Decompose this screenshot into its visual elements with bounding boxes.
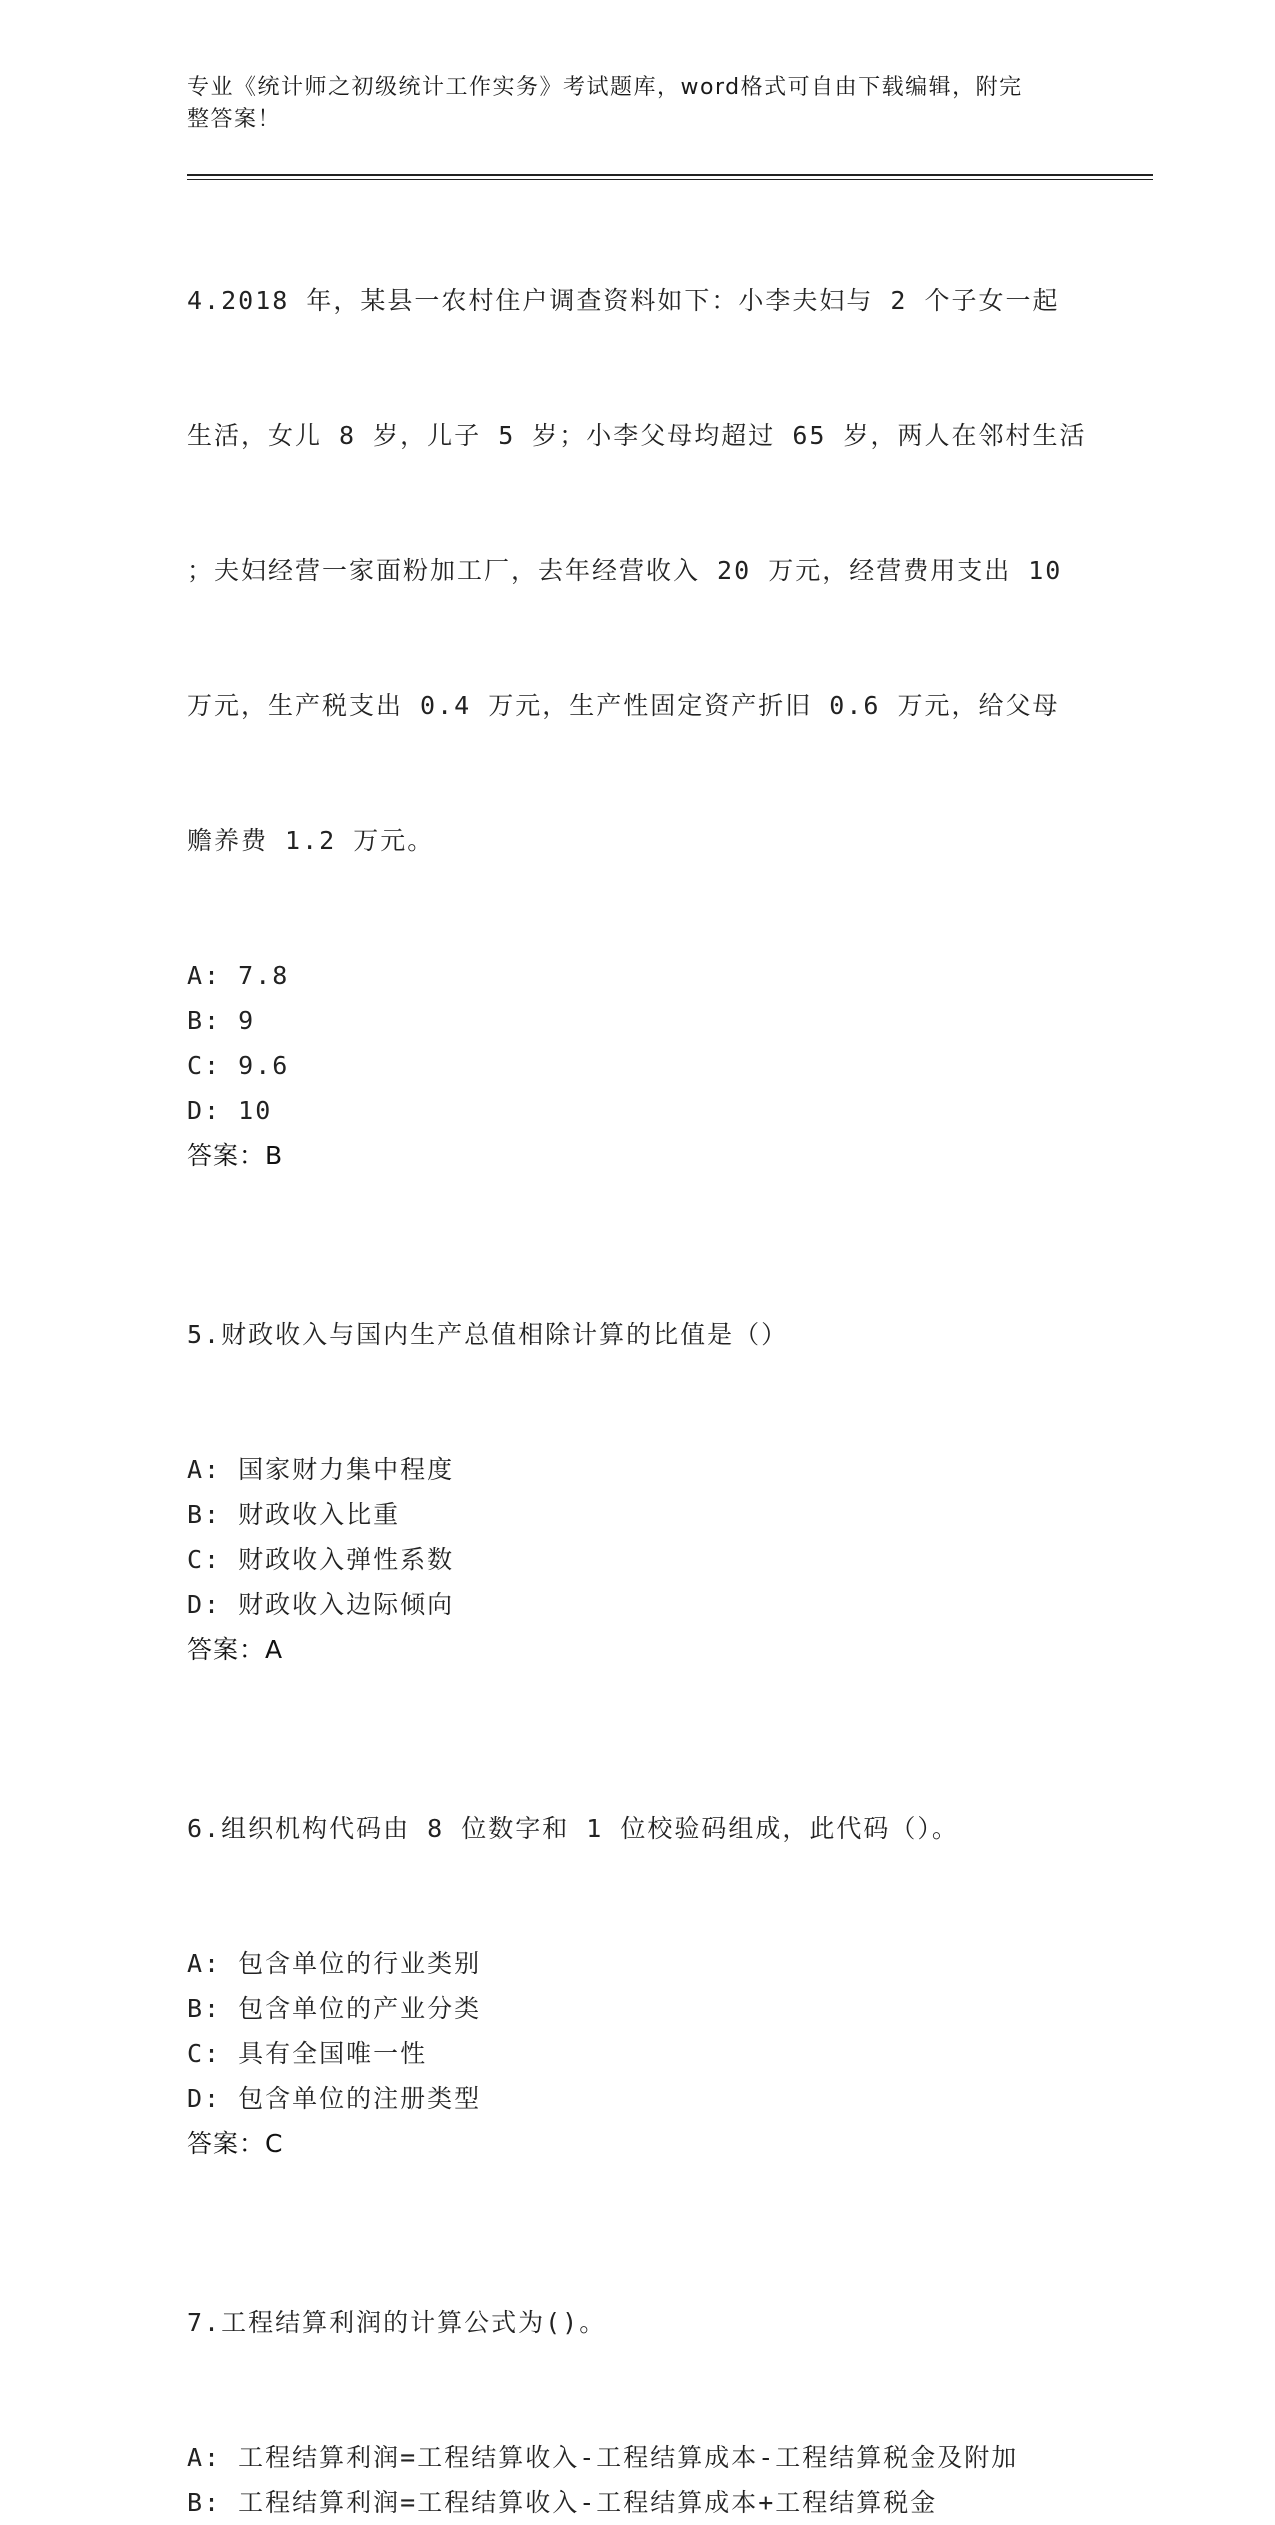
option-a: A: 7.8 <box>187 961 290 990</box>
question-stem-line: 万元，生产税支出 0.4 万元，生产性固定资产折旧 0.6 万元，给父母 <box>187 691 1060 720</box>
question-stem-line: 7.工程结算利润的计算公式为()。 <box>187 2308 607 2337</box>
option-b: B: 财政收入比重 <box>187 1500 401 1529</box>
option-b: B: 工程结算利润=工程结算收入-工程结算成本+工程结算税金 <box>187 2488 938 2517</box>
option-b: B: 包含单位的产业分类 <box>187 1994 482 2023</box>
option-a: A: 国家财力集中程度 <box>187 1455 455 1484</box>
question-stem <box>187 1716 1087 1941</box>
question-spacer <box>187 2167 1087 2210</box>
option-a: A: 工程结算利润=工程结算收入-工程结算成本-工程结算税金及附加 <box>187 2443 1019 2472</box>
option-c: C: 财政收入弹性系数 <box>187 1545 455 1574</box>
document-header <box>187 72 1087 136</box>
answer-label: 答案：C <box>187 2129 284 2158</box>
header-divider-thick <box>187 174 1153 176</box>
question-7 <box>187 2210 1087 2525</box>
question-6 <box>187 1716 1087 2167</box>
question-stem-line: 4.2018 年，某县一农村住户调查资料如下：小李夫妇与 2 个子女一起 <box>187 286 1060 315</box>
option-d: D: 10 <box>187 1096 273 1125</box>
option-a: A: 包含单位的行业类别 <box>187 1949 482 1978</box>
question-stem-line: 5.财政收入与国内生产总值相除计算的比值是（） <box>187 1320 789 1349</box>
question-stem-line: 赡养费 1.2 万元。 <box>187 826 435 855</box>
option-c: C: 具有全国唯一性 <box>187 2039 428 2068</box>
answer-label: 答案：A <box>187 1635 284 1664</box>
option-d: D: 财政收入边际倾向 <box>187 1590 455 1619</box>
question-stem <box>187 1222 1087 1447</box>
option-d: D: 包含单位的注册类型 <box>187 2084 482 2113</box>
question-spacer <box>187 1179 1087 1222</box>
option-b: B: 9 <box>187 1006 256 1035</box>
question-stem-line: ；夫妇经营一家面粉加工厂，去年经营收入 20 万元，经营费用支出 10 <box>187 556 1063 585</box>
answer-label: 答案：B <box>187 1141 284 1170</box>
header-divider-thin <box>187 179 1153 180</box>
question-5 <box>187 1222 1087 1673</box>
question-spacer <box>187 1673 1087 1716</box>
question-stem-line: 生活，女儿 8 岁，儿子 5 岁；小李父母均超过 65 岁，两人在邻村生活 <box>187 421 1087 450</box>
question-4 <box>187 188 1087 1179</box>
question-list <box>187 188 1087 2525</box>
question-stem-line: 6.组织机构代码由 8 位数字和 1 位校验码组成，此代码（）。 <box>187 1814 959 1843</box>
option-c: C: 9.6 <box>187 1051 290 1080</box>
question-stem <box>187 2210 1087 2435</box>
header-line-2: 整答案！ <box>187 107 282 132</box>
question-stem <box>187 188 1087 953</box>
header-line-1: 专业《统计师之初级统计工作实务》考试题库，word格式可自由下载编辑，附完 <box>187 75 1023 100</box>
